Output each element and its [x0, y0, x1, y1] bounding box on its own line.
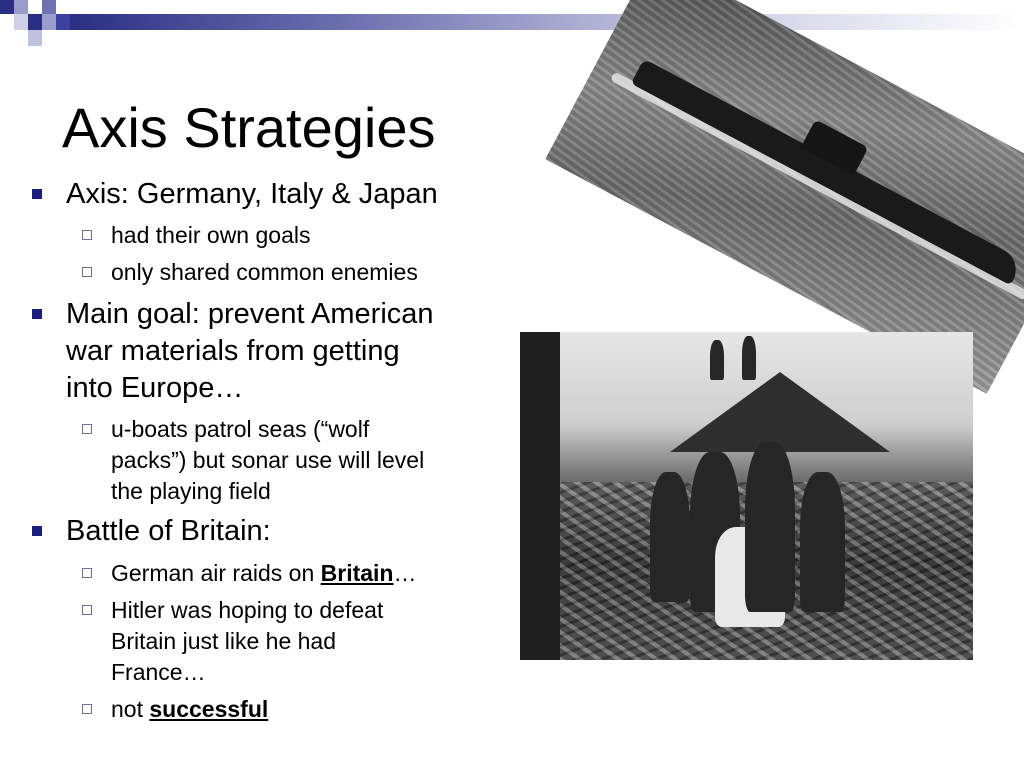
hollow-square-bullet-icon [82, 568, 92, 578]
sub-bullet-not-successful [111, 694, 268, 725]
sub-bullet-line: Britain just like he had [111, 628, 337, 654]
slide-title: Axis Strategies [62, 96, 436, 159]
sub-bullet-u-boats [111, 414, 424, 507]
bullet-line: Main goal: prevent American [66, 298, 434, 330]
hollow-square-bullet-icon [82, 230, 92, 240]
bullet-axis-members [66, 176, 438, 213]
bullet-text: Axis: Germany, Italy & Japan [66, 178, 438, 210]
sub-bullet-text: only shared common enemies [111, 259, 418, 285]
sub-bullet-hitler-hoping [111, 595, 383, 688]
emphasis-successful: successful [149, 696, 269, 722]
square-bullet-icon [32, 309, 42, 319]
blitz-family-photo [520, 332, 973, 660]
sub-bullet-text: had their own goals [111, 222, 311, 248]
sub-bullet-line: packs”) but sonar use will level [111, 447, 425, 473]
square-bullet-icon [32, 189, 42, 199]
bullet-main-goal [66, 296, 434, 407]
square-bullet-icon [32, 526, 42, 536]
bullet-text: Battle of Britain: [66, 515, 271, 547]
sub-bullet-text: German air raids on [111, 560, 321, 586]
header-gradient-bar [70, 14, 1024, 30]
sub-bullet-own-goals [111, 220, 310, 251]
hollow-square-bullet-icon [82, 605, 92, 615]
sub-bullet-line: France… [111, 659, 206, 685]
sub-bullet-suffix: … [393, 560, 417, 586]
sub-bullet-common-enemies [111, 257, 418, 288]
bullet-battle-of-britain [66, 513, 271, 550]
sub-bullet-line: Hitler was hoping to defeat [111, 597, 384, 623]
bullet-line: war materials from getting [66, 335, 400, 367]
emphasis-britain: Britain [320, 560, 394, 586]
bullet-line: into Europe… [66, 372, 244, 404]
hollow-square-bullet-icon [82, 267, 92, 277]
hollow-square-bullet-icon [82, 704, 92, 714]
sub-bullet-text: not [111, 696, 150, 722]
sub-bullet-line: the playing field [111, 478, 271, 504]
sub-bullet-line: u-boats patrol seas (“wolf [111, 416, 370, 442]
hollow-square-bullet-icon [82, 424, 92, 434]
sub-bullet-air-raids [111, 558, 416, 589]
